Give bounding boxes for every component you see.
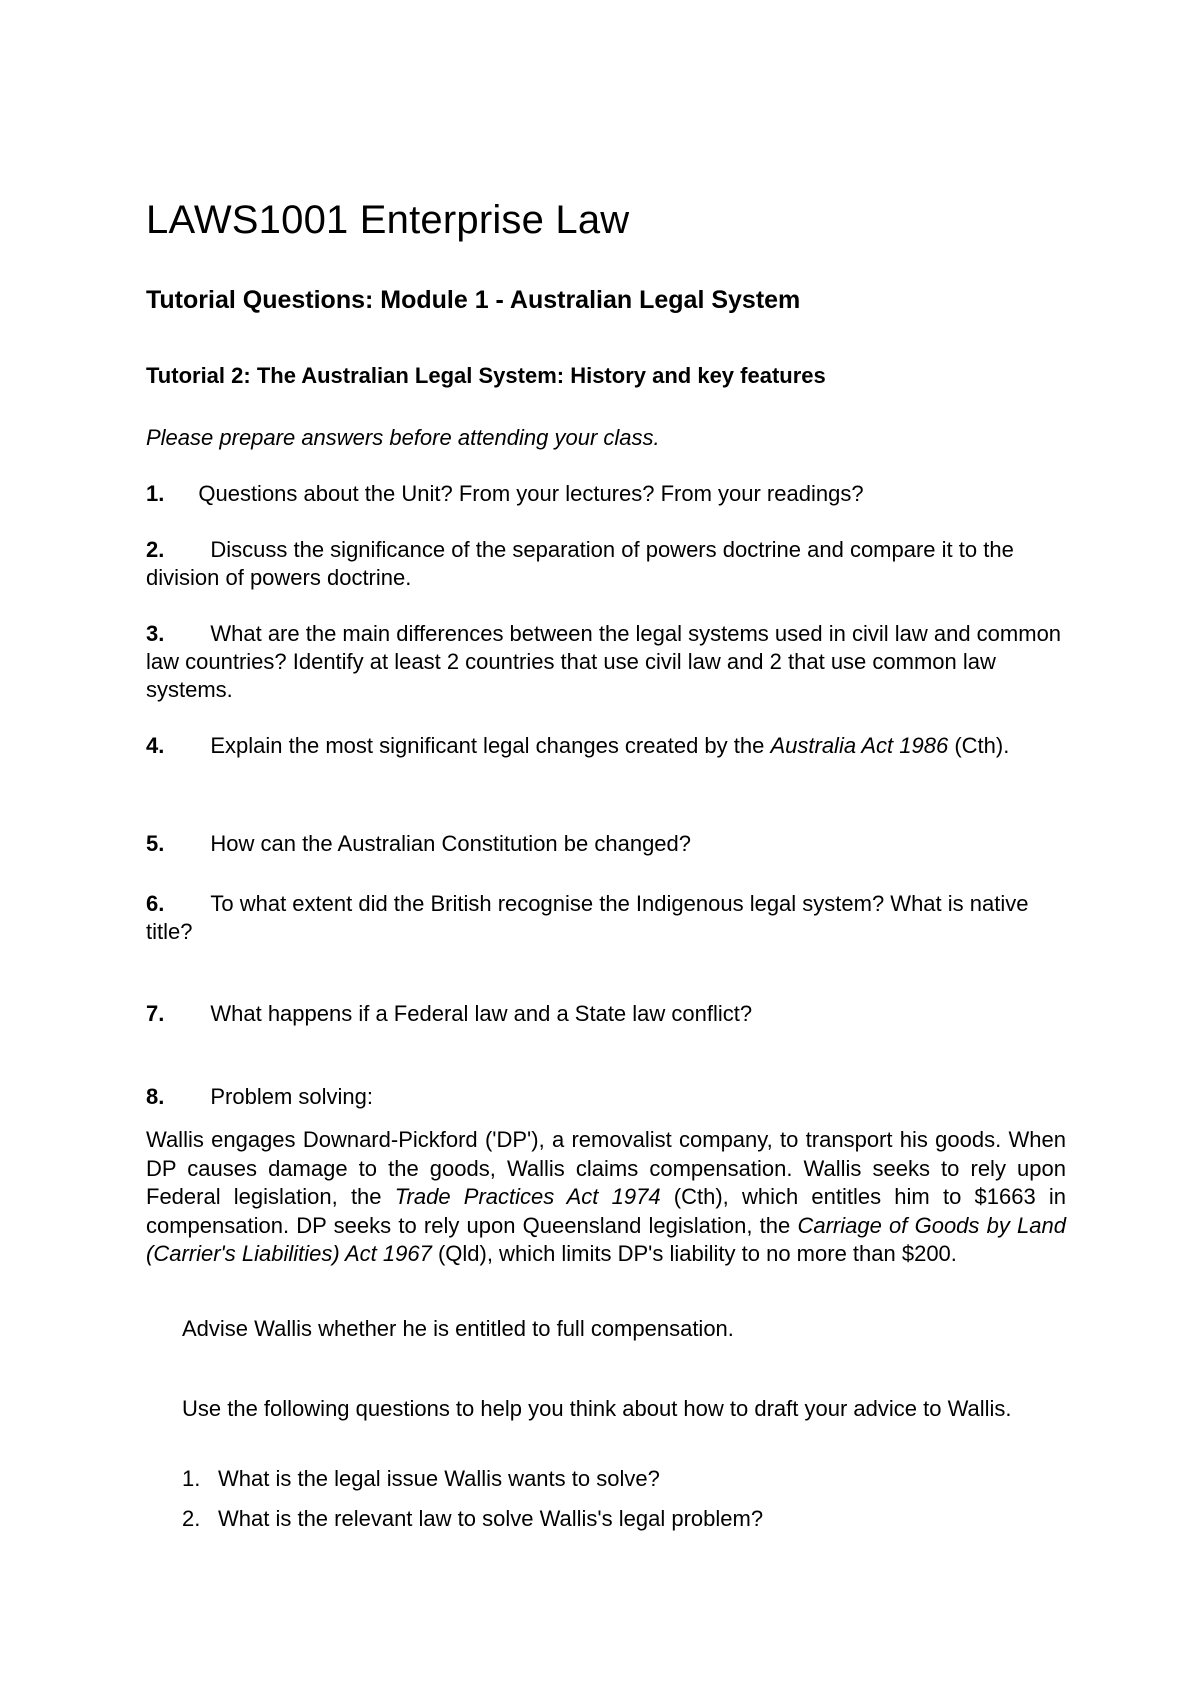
problem-text: (Qld), which limits DP's liability to no more than $200. <box>431 1241 957 1266</box>
question-number: 5. <box>146 831 165 856</box>
question-1 <box>146 480 1066 508</box>
question-text: Problem solving: <box>210 1084 373 1109</box>
question-number: 7. <box>146 1001 165 1026</box>
question-number: 2. <box>146 537 165 562</box>
question-8 <box>146 1083 1066 1111</box>
question-3 <box>146 620 1066 704</box>
advise-instruction: Advise Wallis whether he is entitled to full compensation. <box>182 1316 734 1341</box>
sub-question-number: 1. <box>182 1466 201 1491</box>
document-subtitle: Tutorial Questions: Module 1 - Australian Legal System <box>146 286 801 314</box>
sub-question-number: 2. <box>182 1506 201 1531</box>
question-number: 3. <box>146 621 165 646</box>
question-number: 6. <box>146 891 165 916</box>
question-number: 4. <box>146 733 165 758</box>
question-text: What happens if a Federal law and a State law conflict? <box>210 1001 753 1026</box>
question-number: 1. <box>146 481 165 506</box>
problem-text: (Cth), which entitles him to $1663 in compensation. DP seeks to rely upon Queensland legislation, the <box>146 1184 1067 1238</box>
problem-scenario <box>146 1126 1066 1269</box>
sub-question-text: What is the legal issue Wallis wants to solve? <box>218 1466 660 1491</box>
problem-text: Wallis engages Downard-Pickford ('DP'), a removalist company, to transport his goods. When DP causes damage to the goods, Wallis claims compensation. Wallis seeks to rely upon Federal legislation, the <box>146 1127 1066 1209</box>
question-7 <box>146 1000 1066 1028</box>
question-text: Discuss the significance of the separation of powers doctrine and compare it to the division of powers doctrine. <box>146 537 1014 590</box>
act-citation: Australia Act 1986 <box>770 733 949 758</box>
sub-question-2 <box>182 1506 763 1532</box>
act-citation: Trade Practices Act 1974 <box>394 1184 661 1209</box>
question-text: To what extent did the British recognise the Indigenous legal system? What is native title? <box>146 891 1029 944</box>
question-5 <box>146 830 1066 858</box>
question-text: Questions about the Unit? From your lectures? From your readings? <box>198 481 864 506</box>
sub-question-1 <box>182 1466 660 1492</box>
question-text: How can the Australian Constitution be changed? <box>210 831 692 856</box>
question-text-part: (Cth). <box>948 733 1010 758</box>
question-4 <box>146 732 1066 760</box>
guidance-intro: Use the following questions to help you think about how to draft your advice to Wallis. <box>182 1396 1012 1421</box>
document-page <box>146 0 1066 1698</box>
question-6 <box>146 890 1066 946</box>
question-2 <box>146 536 1066 592</box>
question-number: 8. <box>146 1084 165 1109</box>
document-title: LAWS1001 Enterprise Law <box>146 198 630 242</box>
tutorial-heading: Tutorial 2: The Australian Legal System: History and key features <box>146 363 826 388</box>
sub-question-text: What is the relevant law to solve Wallis's legal problem? <box>218 1506 764 1531</box>
question-text-part: Explain the most significant legal changes created by the <box>210 733 771 758</box>
question-text <box>210 733 1009 758</box>
preparation-note: Please prepare answers before attending your class. <box>146 425 660 450</box>
act-citation: Carriage of Goods by Land (Carrier's Liabilities) Act 1967 <box>146 1212 1066 1266</box>
question-text: What are the main differences between the legal systems used in civil law and common law countries? Identify at least 2 countries that use civil law and 2 that use common law systems. <box>146 621 1062 702</box>
